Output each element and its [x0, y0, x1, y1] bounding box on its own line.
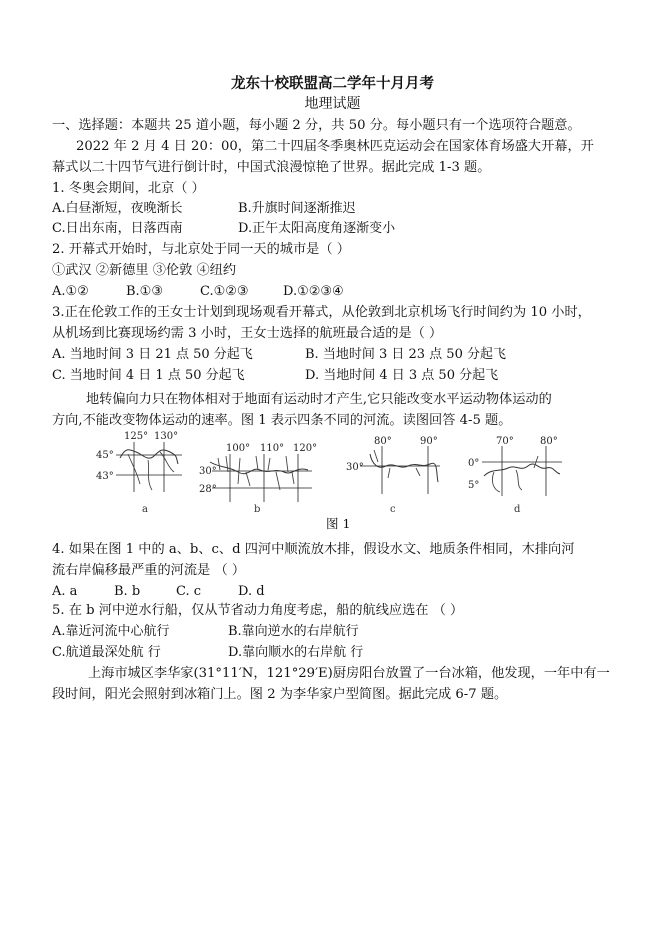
q2-items: ①武汉 ②新德里 ③伦敦 ④纽约: [52, 263, 237, 278]
q4-option-d: D. d: [238, 584, 265, 599]
q4-option-c: C. c: [176, 584, 202, 599]
passage3-line2: 段时间，阳光会照射到冰箱门上。图 2 为李华家户型简图。据此完成 6-7 题。: [52, 687, 508, 702]
passage2-line2: 方向,不能改变物体运动的速率。图 1 表示四条不同的河流。读图回答 4-5 题。: [52, 413, 512, 428]
tick-c-top-1: 90°: [420, 436, 438, 447]
q1-option-a: A.白昼渐短，夜晚渐长: [52, 201, 183, 216]
q4-option-a: A. a: [52, 584, 78, 599]
q1-option-b: B.升旗时间逐渐推迟: [238, 201, 356, 216]
tick-b-top-1: 110°: [260, 443, 285, 454]
tick-d-side-1: 5°: [468, 480, 480, 491]
tick-a-top-1: 130°: [154, 431, 179, 442]
passage1-line2: 幕式以二十四节气进行倒计时，中国式浪漫惊艳了世界。据此完成 1-3 题。: [52, 160, 491, 175]
q3-option-c: C. 当地时间 4 日 1 点 50 分起飞: [52, 368, 245, 383]
tick-a-top-0: 125°: [124, 431, 149, 442]
q1-option-d: D.正午太阳高度角逐渐变小: [238, 221, 396, 236]
q3-stem-line1: 3.正在伦敦工作的王女士计划到现场观看开幕式，从伦敦到北京机场飞行时间约为 10 小时，: [52, 305, 591, 320]
q5-option-a: A.靠近河流中心航行: [52, 624, 170, 639]
q2-option-a: A.①②: [52, 284, 89, 299]
figure-1: [90, 428, 590, 528]
passage3-line1: 上海市城区李华家(31°11′N，121°29′E)厨房阳台放置了一台冰箱，他发现，一年中有一: [88, 666, 610, 681]
tick-a-side-0: 45°: [96, 450, 114, 461]
q5-option-d: D.靠向顺水的右岸航 行: [228, 645, 364, 660]
tick-b-top-2: 120°: [293, 443, 318, 454]
tick-d-top-1: 80°: [540, 436, 558, 447]
tick-b-side-1: 28°: [199, 484, 217, 495]
river-panel-b: [199, 443, 317, 515]
exam-title: 龙东十校联盟高二学年十月月考: [231, 75, 434, 92]
panel-b-label: b: [254, 504, 261, 515]
panel-a-label: a: [142, 504, 148, 515]
q5-option-b: B.靠向逆水的右岸航行: [228, 624, 359, 639]
q3-option-a: A. 当地时间 3 日 21 点 50 分起飞: [52, 347, 253, 362]
q5-option-c: C.航道最深处航 行: [52, 645, 161, 660]
tick-b-side-0: 30°: [199, 466, 217, 477]
q5-stem: 5. 在 b 河中逆水行船，仅从节省动力角度考虑，船的航线应选在 （ ）: [52, 603, 464, 618]
q4-stem-line2: 流右岸偏移最严重的河流是 （ ）: [52, 563, 246, 578]
q3-option-b: B. 当地时间 3 日 23 点 50 分起飞: [305, 347, 506, 362]
tick-d-top-0: 70°: [496, 436, 514, 447]
q1-stem: 1. 冬奥会期间，北京（ ）: [52, 181, 205, 196]
river-panel-a: [96, 431, 182, 515]
q2-option-d: D.①②③④: [283, 284, 344, 299]
q4-option-b: B. b: [114, 584, 141, 599]
q4-stem-line1: 4. 如果在图 1 中的 a、b、c、d 四河中顺流放木排，假设水文、地质条件相同，木排向河: [52, 542, 575, 557]
tick-a-side-1: 43°: [96, 471, 114, 482]
river-panel-c: [346, 436, 440, 515]
q1-option-c: C.日出东南，日落西南: [52, 221, 183, 236]
figure-1-caption: 图 1: [326, 516, 351, 531]
panel-d-label: d: [514, 504, 521, 515]
tick-b-top-0: 100°: [226, 443, 251, 454]
tick-d-side-0: 0°: [468, 458, 480, 469]
tick-c-side-0: 30°: [346, 462, 364, 473]
tick-c-top-0: 80°: [374, 436, 392, 447]
passage1-line1: 2022 年 2 月 4 日 20：00，第二十四届冬季奥林匹克运动会在国家体育场盛大开幕，开: [76, 139, 594, 154]
panel-c-label: c: [390, 504, 396, 515]
q2-option-c: C.①②③: [200, 284, 249, 299]
river-panel-d: [468, 436, 562, 515]
section-heading: 一、选择题：本题共 25 道小题，每小题 2 分，共 50 分。每小题只有一个选项符合题意。: [52, 118, 581, 133]
passage2-line1: 地转偏向力只在物体相对于地面有运动时才产生,它只能改变水平运动物体运动的: [86, 392, 552, 407]
subject-title: 地理试题: [304, 96, 361, 112]
q3-stem-line2: 从机场到比赛现场约需 3 小时，王女士选择的航班最合适的是（ ）: [52, 326, 443, 341]
figure-1-drawing: [90, 428, 590, 528]
q3-option-d: D. 当地时间 4 日 3 点 50 分起飞: [305, 368, 499, 383]
q2-stem: 2. 开幕式开始时，与北京处于同一天的城市是（ ）: [52, 242, 350, 257]
q2-option-b: B.①③: [126, 284, 163, 299]
